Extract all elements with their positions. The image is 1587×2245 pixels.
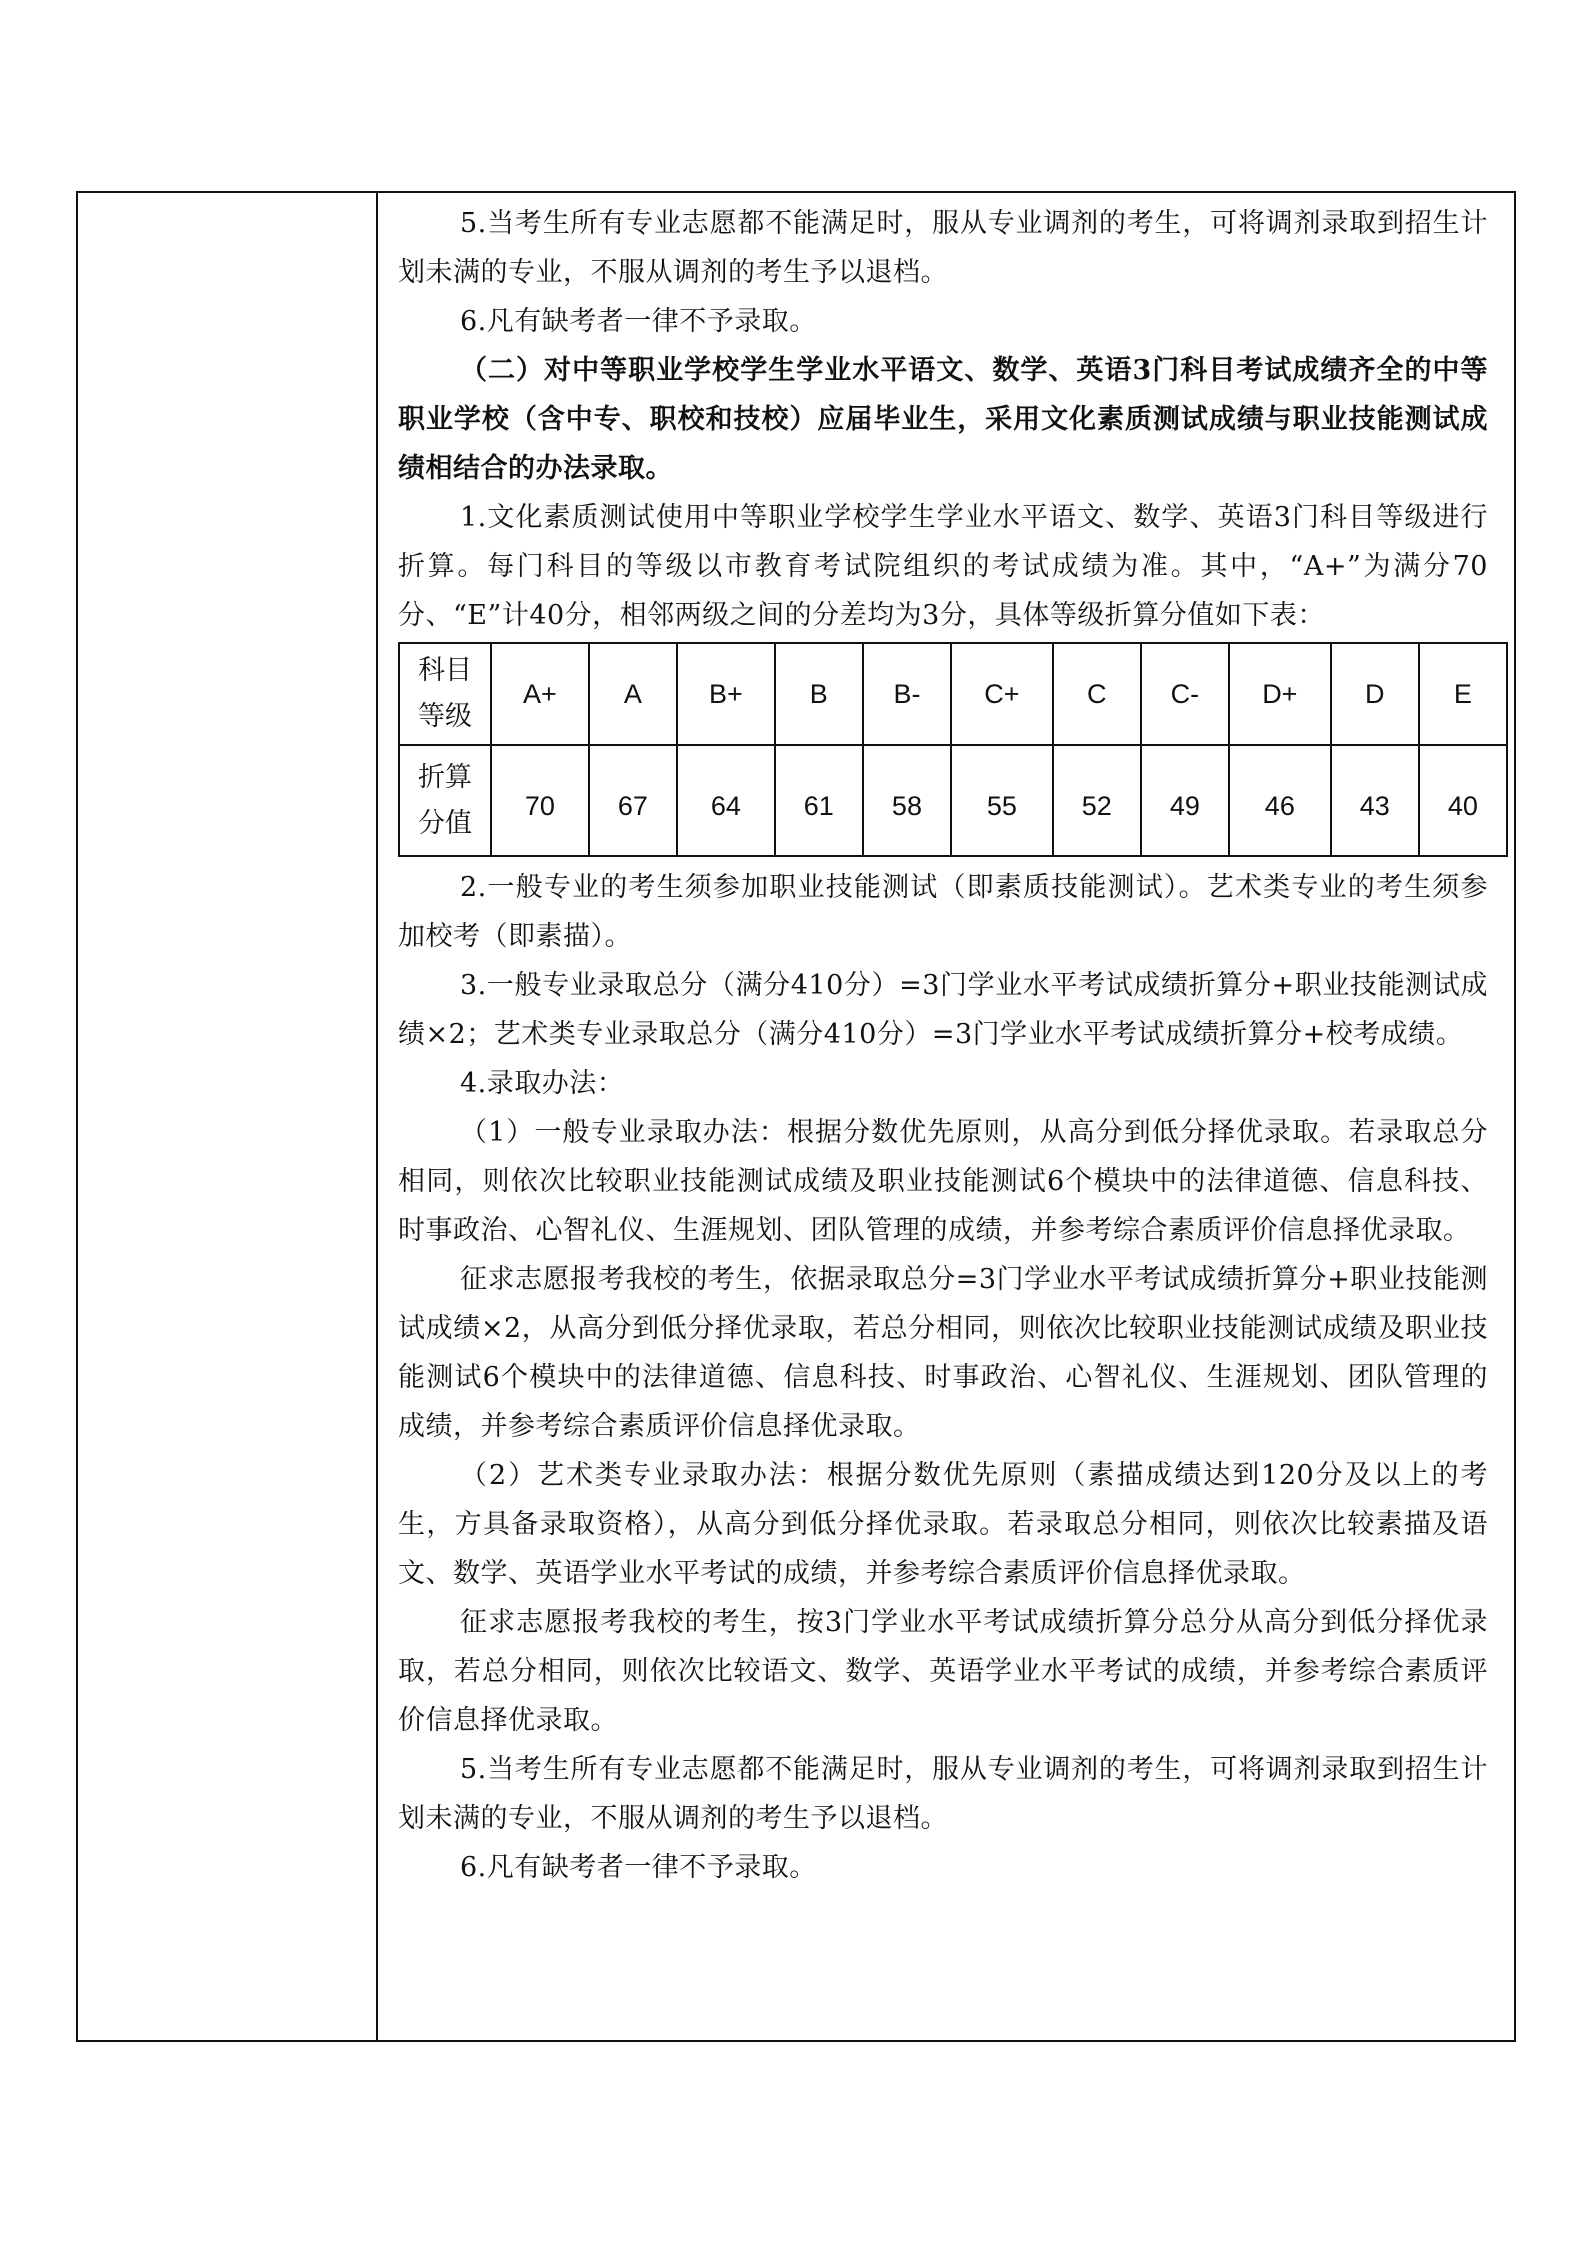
grade-cell: B+ bbox=[677, 643, 775, 745]
paragraph: 3.一般专业录取总分（满分410分）=3门学业水平考试成绩折算分+职业技能测试成绩×2；艺术类专业录取总分（满分410分）=3门学业水平考试成绩折算分+校考成绩。 bbox=[398, 970, 1488, 1050]
value-cell: 70 bbox=[491, 745, 589, 856]
content-cell bbox=[398, 199, 1488, 1892]
grade-cell: E bbox=[1419, 643, 1507, 745]
value-cell: 52 bbox=[1053, 745, 1141, 856]
grade-cell: A+ bbox=[491, 643, 589, 745]
value-row bbox=[399, 745, 1507, 856]
left-label-column bbox=[78, 193, 378, 2040]
grade-cell: D+ bbox=[1229, 643, 1331, 745]
value-cell: 43 bbox=[1331, 745, 1419, 856]
value-cell: 67 bbox=[589, 745, 677, 856]
grade-cell: A bbox=[589, 643, 677, 745]
paragraph: 5.当考生所有专业志愿都不能满足时，服从专业调剂的考生，可将调剂录取到招生计划未满的专业，不服从调剂的考生予以退档。 bbox=[398, 1754, 1488, 1834]
paragraph: 征求志愿报考我校的考生，按3门学业水平考试成绩折算分总分从高分到低分择优录取，若总分相同，则依次比较语文、数学、英语学业水平考试的成绩，并参考综合素质评价信息择优录取。 bbox=[398, 1607, 1488, 1736]
grade-cell: C+ bbox=[951, 643, 1053, 745]
grade-row-header: 科目 等级 bbox=[399, 643, 491, 745]
paragraph: （二）对中等职业学校学生学业水平语文、数学、英语3门科目考试成绩齐全的中等职业学校（含中专、职校和技校）应届毕业生，采用文化素质测试成绩与职业技能测试成绩相结合的办法录取。 bbox=[398, 355, 1488, 484]
grade-cell: B bbox=[775, 643, 863, 745]
value-cell: 46 bbox=[1229, 745, 1331, 856]
paragraph: 6.凡有缺考者一律不予录取。 bbox=[460, 306, 817, 337]
paragraph: 1.文化素质测试使用中等职业学校学生学业水平语文、数学、英语3门科目等级进行折算。每门科目的等级以市教育考试院组织的考试成绩为准。其中，“A+”为满分70分、“E”计40分，相邻两级之间的分差均为3分，具体等级折算分值如下表： bbox=[398, 502, 1488, 631]
paragraph: 2.一般专业的考生须参加职业技能测试（即素质技能测试）。艺术类专业的考生须参加校考（即素描）。 bbox=[398, 872, 1488, 952]
value-cell: 49 bbox=[1141, 745, 1229, 856]
value-cell: 64 bbox=[677, 745, 775, 856]
paragraph: 4.录取办法： bbox=[460, 1068, 625, 1099]
grade-cell: C bbox=[1053, 643, 1141, 745]
grade-cell: C- bbox=[1141, 643, 1229, 745]
value-cell: 58 bbox=[863, 745, 951, 856]
paragraph: （1）一般专业录取办法：根据分数优先原则，从高分到低分择优录取。若录取总分相同，则依次比较职业技能测试成绩及职业技能测试6个模块中的法律道德、信息科技、时事政治、心智礼仪、生涯规划、团队管理的成绩，并参考综合素质评价信息择优录取。 bbox=[398, 1117, 1488, 1246]
value-cell: 40 bbox=[1419, 745, 1507, 856]
paragraph: 5.当考生所有专业志愿都不能满足时，服从专业调剂的考生，可将调剂录取到招生计划未满的专业，不服从调剂的考生予以退档。 bbox=[398, 208, 1488, 288]
grade-cell: B- bbox=[863, 643, 951, 745]
grade-conversion-table bbox=[398, 642, 1508, 857]
bottom-paragraphs bbox=[398, 863, 1488, 1892]
paragraph: 6.凡有缺考者一律不予录取。 bbox=[460, 1852, 817, 1883]
paragraph: 征求志愿报考我校的考生，依据录取总分=3门学业水平考试成绩折算分+职业技能测试成绩×2，从高分到低分择优录取，若总分相同，则依次比较职业技能测试成绩及职业技能测试6个模块中的法律道德、信息科技、时事政治、心智礼仪、生涯规划、团队管理的成绩，并参考综合素质评价信息择优录取。 bbox=[398, 1264, 1488, 1442]
grade-cell: D bbox=[1331, 643, 1419, 745]
value-cell: 61 bbox=[775, 745, 863, 856]
value-cell: 55 bbox=[951, 745, 1053, 856]
document-table-frame bbox=[76, 191, 1516, 2042]
grade-row bbox=[399, 643, 1507, 745]
value-row-header: 折算 分值 bbox=[399, 745, 491, 856]
paragraph: （2）艺术类专业录取办法：根据分数优先原则（素描成绩达到120分及以上的考生，方具备录取资格），从高分到低分择优录取。若录取总分相同，则依次比较素描及语文、数学、英语学业水平考试的成绩，并参考综合素质评价信息择优录取。 bbox=[398, 1460, 1488, 1589]
top-paragraphs bbox=[398, 199, 1488, 640]
